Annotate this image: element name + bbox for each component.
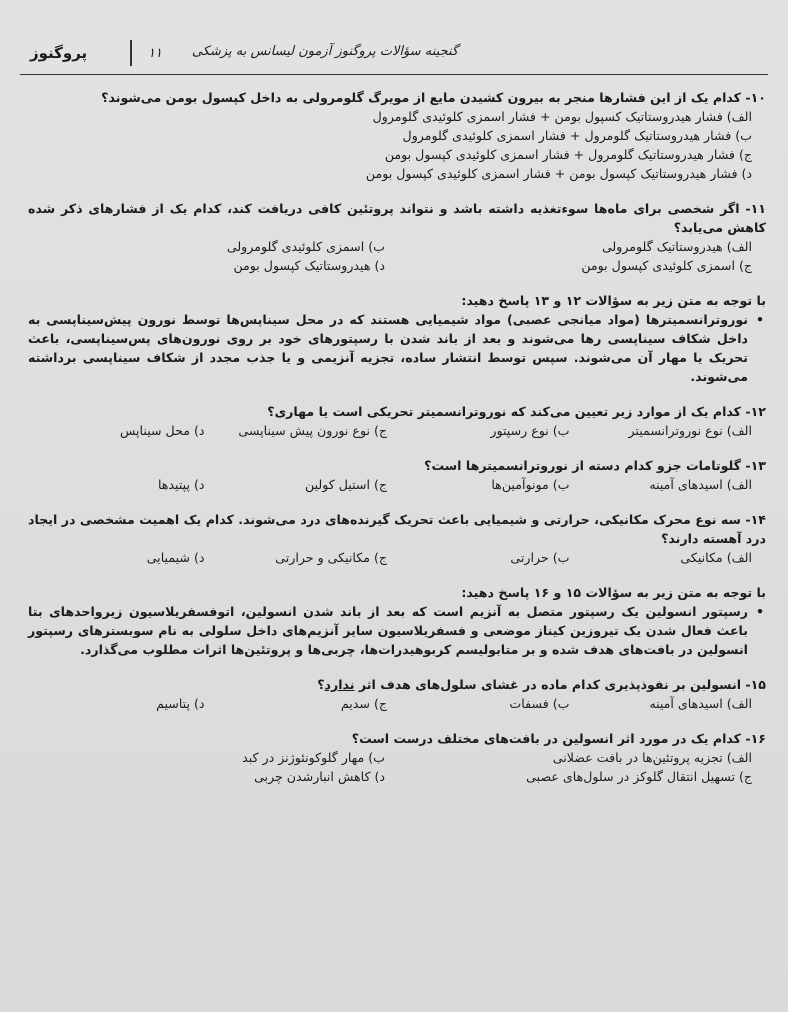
question-13 [28,456,766,494]
options-grid [28,748,766,786]
question-stem: ۱۰- کدام یک از این فشارها منجر به بیرون کشیدن مایع از مویرگ گلومرولی به داخل کپسول بومن می‌شوند؟ [101,90,766,105]
option-c: ج) فشار هیدروستاتیک گلومرول + فشار اسمزی کلوئیدی کپسول بومن [384,147,752,162]
option-d: د) کاهش انبارشدن چربی [254,769,385,784]
passage-body: نوروترانسمیترها (مواد میانجی عصبی) مواد شیمیایی هستند که در محل سیناپس‌ها توسط نورون پیش‌سیناپسی به داخل شکاف سیناپسی رها می‌شوند و بعد از باند شدن با رسپتورهای خود بر روی نورون‌های پس‌سیناپسی، باعث تحریک یا مهار آن می‌شوند. سپس توسط انتشار ساده، تجزیه آنزیمی و یا جذب مجدد از شکاف سیناپسی برداشته می‌شوند. [28,312,748,384]
option-d: د) شیمیایی [146,550,205,565]
question-16 [28,729,766,786]
option-b: ب) حرارتی [510,550,570,565]
option-c: ج) مکانیکی و حرارتی [275,550,387,565]
option-a: الف) هیدروستاتیک گلومرولی [601,239,752,254]
option-c: ج) اسمزی کلوئیدی کپسول بومن [581,258,752,273]
passage-body: رسپتور انسولین یک رسپتور متصل به آنزیم است که بعد از باند شدن انسولین، اتوفسفریلاسیون زیرواحدهای بتا باعث فعال شدن یک تیروزین کیناز موضعی و فسفریلاسیون سایر آنزیم‌های داخل سلولی به نام سوبسترهای رسپتور انسولین در بافت‌های هدف شده و بر متابولیسم کربوهیدرات‌ها، چربی‌ها و پروتئین‌ها اثرات مطلوب می‌گذارد. [28,604,748,657]
question-stem: ۱۳- گلوتامات جزو کدام دسته از نوروترانسمیترها است؟ [424,458,766,473]
stem-text: ۱۵- انسولین بر نفوذپذیری کدام ماده در غشای سلول‌های هدف اثر [354,677,766,692]
options-grid [28,421,766,440]
bullet-icon: • [755,604,764,619]
option-a: الف) مکانیکی [680,550,752,565]
option-b: ب) فشار هیدروستاتیک گلومرول + فشار اسمزی کلوئیدی گلومرول [402,128,752,143]
option-d: د) هیدروستاتیک کپسول بومن [233,258,385,273]
question-12 [28,402,766,440]
question-10 [28,88,766,183]
question-stem: ۱۲- کدام یک از موارد زیر تعیین می‌کند که نوروترانسمیتر تحریکی است یا مهاری؟ [267,404,766,419]
option-b: ب) نوع رسپتور [490,423,570,438]
option-a: الف) تجزیه پروتئین‌ها در بافت عضلانی [552,750,752,765]
passage-intro: با توجه به متن زیر به سؤالات ۱۵ و ۱۶ پاسخ دهید: [461,585,766,600]
option-b: ب) اسمزی کلوئیدی گلومرولی [226,239,385,254]
passage-12-13 [28,291,766,386]
option-d: د) پپتیدها [157,477,205,492]
passage-text [28,310,766,386]
option-b: ب) مونوآمین‌ها [491,477,570,492]
header-separator [130,40,132,66]
page-header [20,36,768,75]
question-stem: ۱۱- اگر شخصی برای ماه‌ها سوءتغذیه داشته باشد و نتواند پروتئین کافی دریافت کند، کدام یک از فشارهای ذکر شده کاهش می‌یابد؟ [28,201,766,235]
passage-intro: با توجه به متن زیر به سؤالات ۱۲ و ۱۳ پاسخ دهید: [461,293,766,308]
passage-text [28,602,766,659]
option-c: ج) تسهیل انتقال گلوکز در سلول‌های عصبی [526,769,752,784]
options-grid [28,237,766,275]
page-number: ۱۱ [148,46,162,61]
question-stem: ۱۶- کدام یک در مورد اثر انسولین در بافت‌های مختلف درست است؟ [351,731,766,746]
option-a: الف) اسیدهای آمینه [649,696,752,711]
brand-name: پروگنوز [30,44,88,62]
option-d: د) فشار هیدروستاتیک کپسول بومن + فشار اسمزی کلوئیدی کپسول بومن [365,166,752,181]
question-14 [28,510,766,567]
option-d: د) پتاسیم [156,696,205,711]
page-content [28,88,766,802]
question-11 [28,199,766,275]
options-grid [28,694,766,713]
question-stem: ۱۴- سه نوع محرک مکانیکی، حرارتی و شیمیایی باعث تحریک گیرنده‌های درد می‌شوند. کدام یک اهمیت مشخصی در ایجاد درد آهسته دارند؟ [28,512,766,546]
bullet-icon: • [755,312,764,327]
option-b: ب) مهار گلوکونئوژنز در کبد [242,750,385,765]
book-title: گنجینه سؤالات پروگنوز آزمون لیسانس به پزشکی [191,44,459,59]
option-c: ج) نوع نورون پیش سیناپسی [238,423,387,438]
option-b: ب) فسفات [509,696,570,711]
question-15 [28,675,766,713]
option-a: الف) فشار هیدروستاتیک کسپول بومن + فشار اسمزی کلوئیدی گلومرول [372,109,752,124]
option-a: الف) نوع نوروترانسمیتر [628,423,752,438]
stem-end: ؟ [317,677,325,692]
question-stem [28,675,766,694]
option-c: ج) استیل کولین [305,477,387,492]
stem-underlined-word: ندارد [324,677,355,692]
option-a: الف) اسیدهای آمینه [649,477,752,492]
options-grid [28,548,766,567]
passage-15-16 [28,583,766,659]
option-d: د) محل سیناپس [120,423,205,438]
option-c: ج) سدیم [340,696,387,711]
options-grid [28,475,766,494]
